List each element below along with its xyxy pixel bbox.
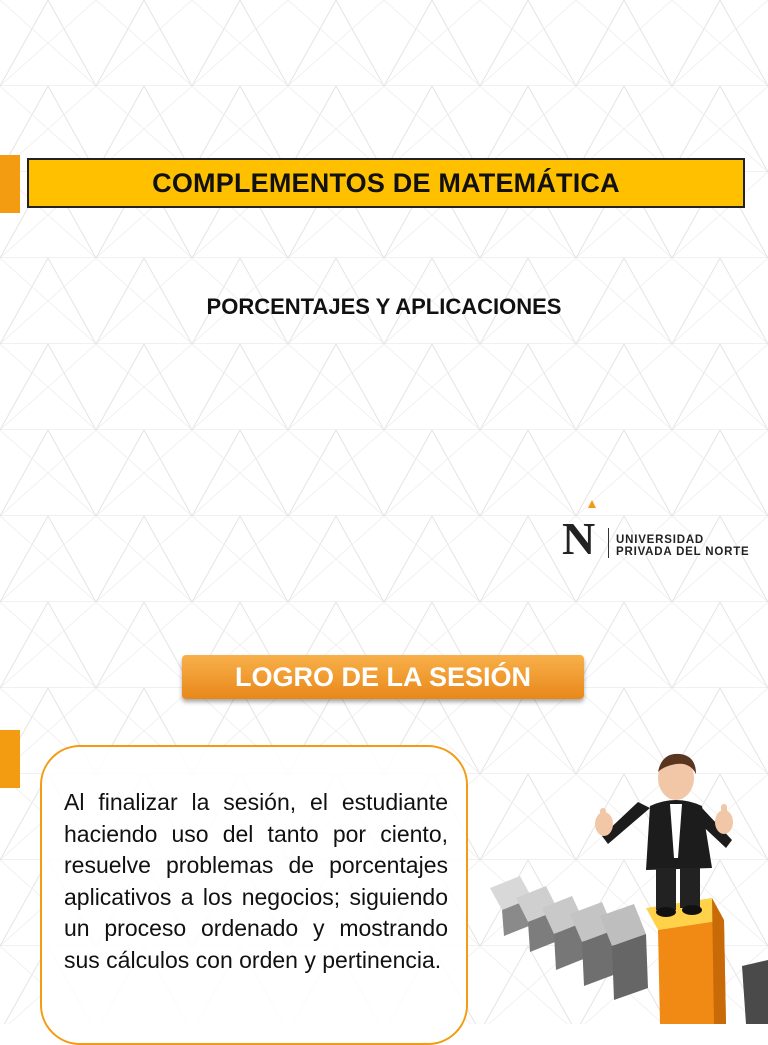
logo-letter: N bbox=[562, 513, 596, 560]
logo-line-1: UNIVERSIDAD bbox=[616, 534, 705, 546]
accent-bar-bottom bbox=[0, 730, 20, 788]
course-title-banner bbox=[27, 158, 745, 208]
logo-separator bbox=[608, 528, 609, 558]
session-heading: LOGRO DE LA SESIÓN bbox=[234, 661, 532, 692]
woman-thumbs-up-on-stairs-icon bbox=[480, 748, 768, 1024]
achievement-text: Al finalizar la sesión, el estudiante haciendo uso del tanto por ciento, resuelve problemas de porcentajes aplicativos a los negocios; siguiendo un proceso ordenado y mostrando sus cálculos con orden y pertinencia. bbox=[64, 789, 448, 973]
course-title: COMPLEMENTOS DE MATEMÁTICA bbox=[152, 167, 620, 198]
achievement-box bbox=[40, 745, 468, 1045]
topic-title: PORCENTAJES Y APLICACIONES bbox=[206, 294, 562, 319]
logo-text bbox=[616, 534, 750, 558]
university-logo bbox=[560, 498, 760, 562]
accent-bar-top bbox=[0, 155, 20, 213]
upn-logo-icon bbox=[562, 498, 606, 560]
logo-line-2: PRIVADA DEL NORTE bbox=[616, 546, 750, 558]
session-heading-banner bbox=[182, 655, 584, 699]
